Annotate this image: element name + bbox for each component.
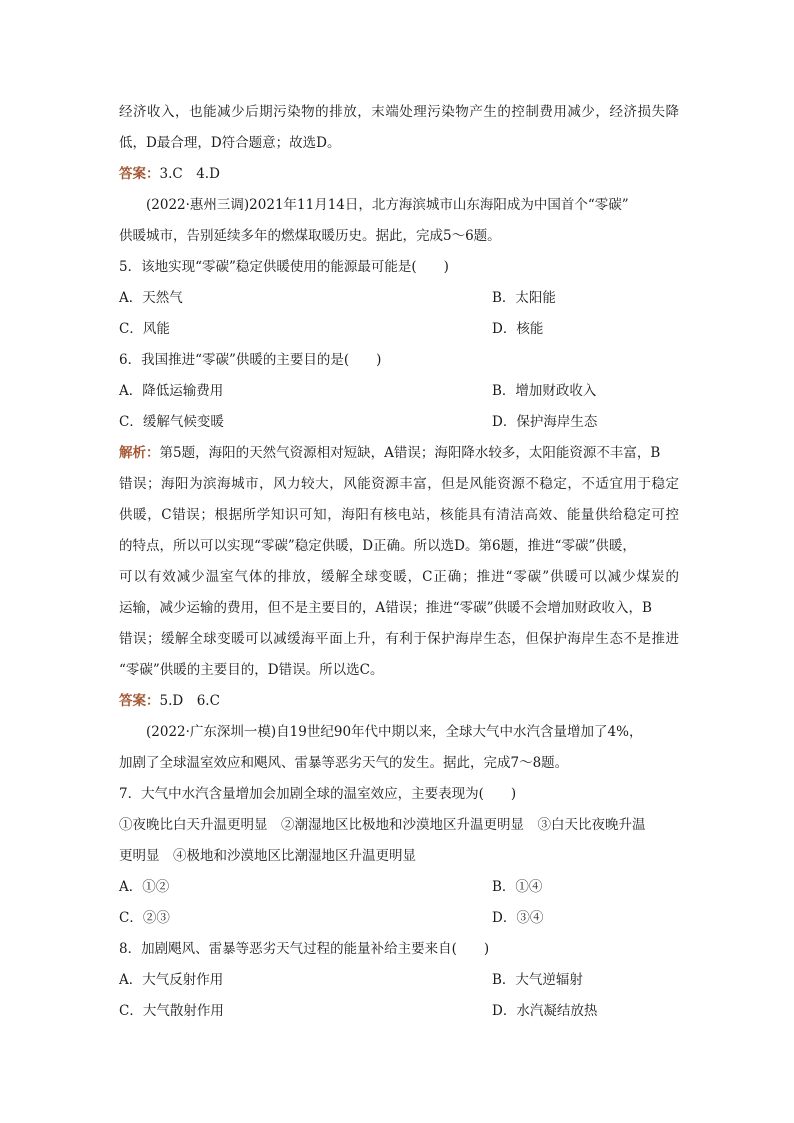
answer-label: 答案：: [119, 166, 160, 182]
analysis-label: 解析：: [119, 445, 160, 461]
answer-text: 3.C 4.D: [159, 166, 220, 182]
question-7-stem: 7．大气中水汽含量增加会加剧全球的温室效应，主要表现为( ): [119, 786, 517, 802]
prev-explanation-line-1: 经济收入，也能减少后期污染物的排放，末端处理污染物产生的控制费用减少，经济损失降: [119, 104, 679, 120]
analysis-5-6-line-8: “零碳”供暖的主要目的，D错误。所以选C。: [119, 662, 384, 678]
q7-option-b: B．①④: [492, 879, 543, 895]
q8-option-d: D．水汽凝结放热: [492, 1003, 598, 1019]
analysis-5-6-line-4: 的特点，所以可以实现“零碳”稳定供暖，D正确。所以选D。第6题，推进“零碳”供暖，: [119, 538, 636, 554]
analysis-5-6-line-2: 错误；海阳为滨海城市，风力较大，风能资源丰富，但是风能资源不稳定，不适宜用于稳定: [119, 476, 679, 492]
answer-3-4: [119, 164, 220, 184]
passage-7-8-line-1: (2022·广东深圳一模)自19世纪90年代中期以来，全球大气中水汽含量增加了4%，: [146, 724, 643, 740]
question-6-options-row-1: [119, 381, 597, 401]
question-7-items-line-1: ①夜晚比白天升温更明显 ②潮湿地区比极地和沙漠地区升温更明显 ③白天比夜晚升温: [119, 817, 646, 833]
question-5-stem: 5．该地实现“零碳”稳定供暖使用的能源最可能是( ): [119, 259, 449, 275]
answer-text: 5.D 6.C: [159, 693, 220, 709]
analysis-5-6-line-5: 可以有效减少温室气体的排放，缓解全球变暖，C正确；推进“零碳”供暖可以减少煤炭的: [119, 569, 679, 585]
question-6-options-row-2: [119, 412, 598, 432]
q5-option-b: B．太阳能: [492, 290, 556, 306]
q5-option-a: A．天然气: [119, 290, 183, 306]
question-6-stem: 6．我国推进“零碳”供暖的主要目的是( ): [119, 352, 382, 368]
analysis-5-6-line-7: 错误；缓解全球变暖可以减缓海平面上升，有利于保护海岸生态，但保护海岸生态不是推进: [119, 631, 679, 647]
passage-7-8-line-2: 加剧了全球温室效应和飓风、雷暴等恶劣天气的发生。据此，完成7～8题。: [119, 755, 569, 771]
analysis-5-6-line-6: 运输，减少运输的费用，但不是主要目的，A错误；推进“零碳”供暖不会增加财政收入，B: [119, 600, 652, 616]
q6-option-b: B．增加财政收入: [492, 383, 597, 399]
q8-option-a: A．大气反射作用: [119, 972, 224, 988]
prev-explanation-line-2: 低，D最合理，D符合题意；故选D。: [119, 135, 341, 151]
q6-option-a: A．降低运输费用: [119, 383, 224, 399]
answer-5-6: [119, 691, 220, 711]
q7-option-c: C．②③: [119, 910, 170, 926]
question-7-options-row-1: [119, 877, 543, 897]
q6-option-d: D．保护海岸生态: [492, 414, 598, 430]
passage-5-6-line-1: (2022·惠州三调)2021年11月14日，北方海滨城市山东海阳成为中国首个“零碳”: [146, 197, 629, 213]
question-7-items-line-2: 更明显 ④极地和沙漠地区比潮湿地区升温更明显: [119, 848, 416, 864]
q6-option-c: C．缓解气候变暖: [119, 414, 224, 430]
q8-option-b: B．大气逆辐射: [492, 972, 583, 988]
q7-option-d: D．③④: [492, 910, 544, 926]
q8-option-c: C．大气散射作用: [119, 1003, 224, 1019]
q7-option-a: A．①②: [119, 879, 170, 895]
q5-option-d: D．核能: [492, 321, 544, 337]
question-8-options-row-2: [119, 1001, 598, 1021]
answer-label: 答案：: [119, 693, 160, 709]
question-8-options-row-1: [119, 970, 583, 990]
question-5-options-row-2: [119, 319, 544, 339]
analysis-5-6-line-3: 供暖，C错误；根据所学知识可知，海阳有核电站，核能具有清洁高效、能量供给稳定可控: [119, 507, 679, 523]
analysis-5-6-line-1: 解析：第5题，海阳的天然气资源相对短缺，A错误；海阳降水较多，太阳能资源不丰富，B: [119, 445, 661, 461]
question-5-options-row-1: [119, 288, 556, 308]
question-8-stem: 8．加剧飓风、雷暴等恶劣天气过程的能量补给主要来自( ): [119, 941, 490, 957]
q5-option-c: C．风能: [119, 321, 170, 337]
passage-5-6-line-2: 供暖城市，告别延续多年的燃煤取暖历史。据此，完成5～6题。: [119, 228, 501, 244]
question-7-options-row-2: [119, 908, 544, 928]
